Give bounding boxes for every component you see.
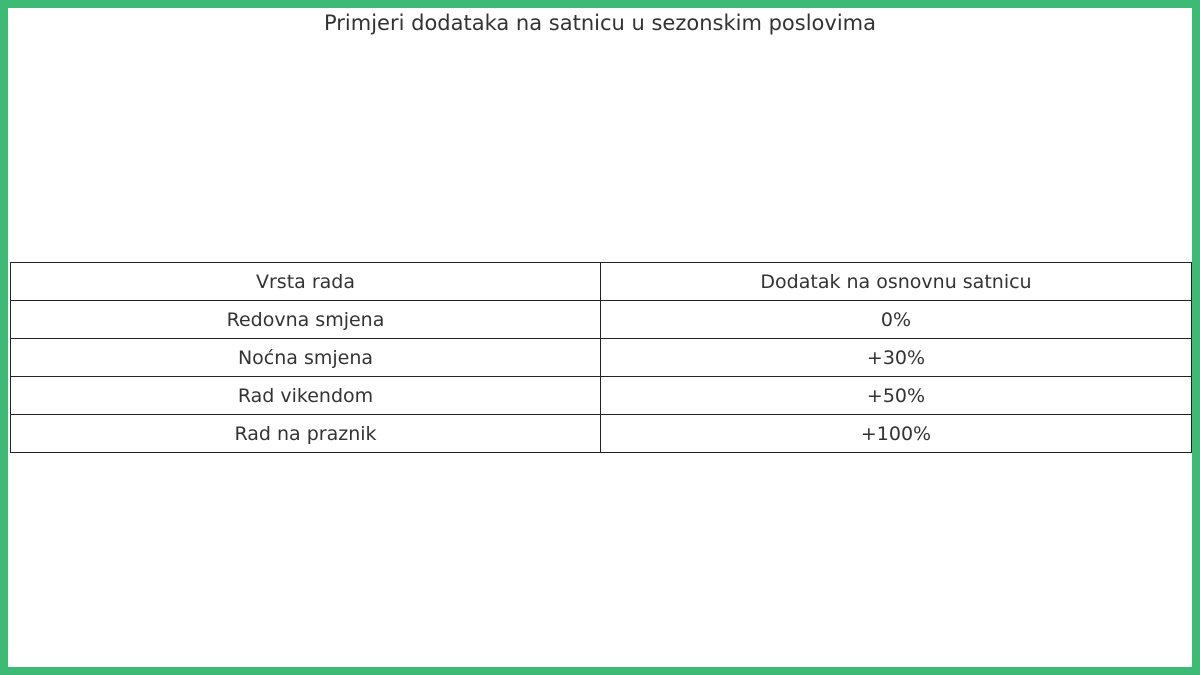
cell-work-type: Rad vikendom: [11, 377, 601, 415]
cell-surcharge: +50%: [601, 377, 1192, 415]
column-header-surcharge: Dodatak na osnovnu satnicu: [601, 263, 1192, 301]
cell-work-type: Redovna smjena: [11, 301, 601, 339]
table-row: [11, 339, 1192, 377]
column-header-work-type: Vrsta rada: [11, 263, 601, 301]
cell-work-type: Noćna smjena: [11, 339, 601, 377]
chart-title: Primjeri dodataka na satnicu u sezonskim poslovima: [324, 11, 876, 35]
cell-surcharge: +100%: [601, 415, 1192, 453]
cell-surcharge: 0%: [601, 301, 1192, 339]
cell-surcharge: +30%: [601, 339, 1192, 377]
table-row: [11, 415, 1192, 453]
table-row: [11, 377, 1192, 415]
table-row: [11, 301, 1192, 339]
table-header-row: [11, 263, 1192, 301]
cell-work-type: Rad na praznik: [11, 415, 601, 453]
data-table: [10, 262, 1192, 453]
